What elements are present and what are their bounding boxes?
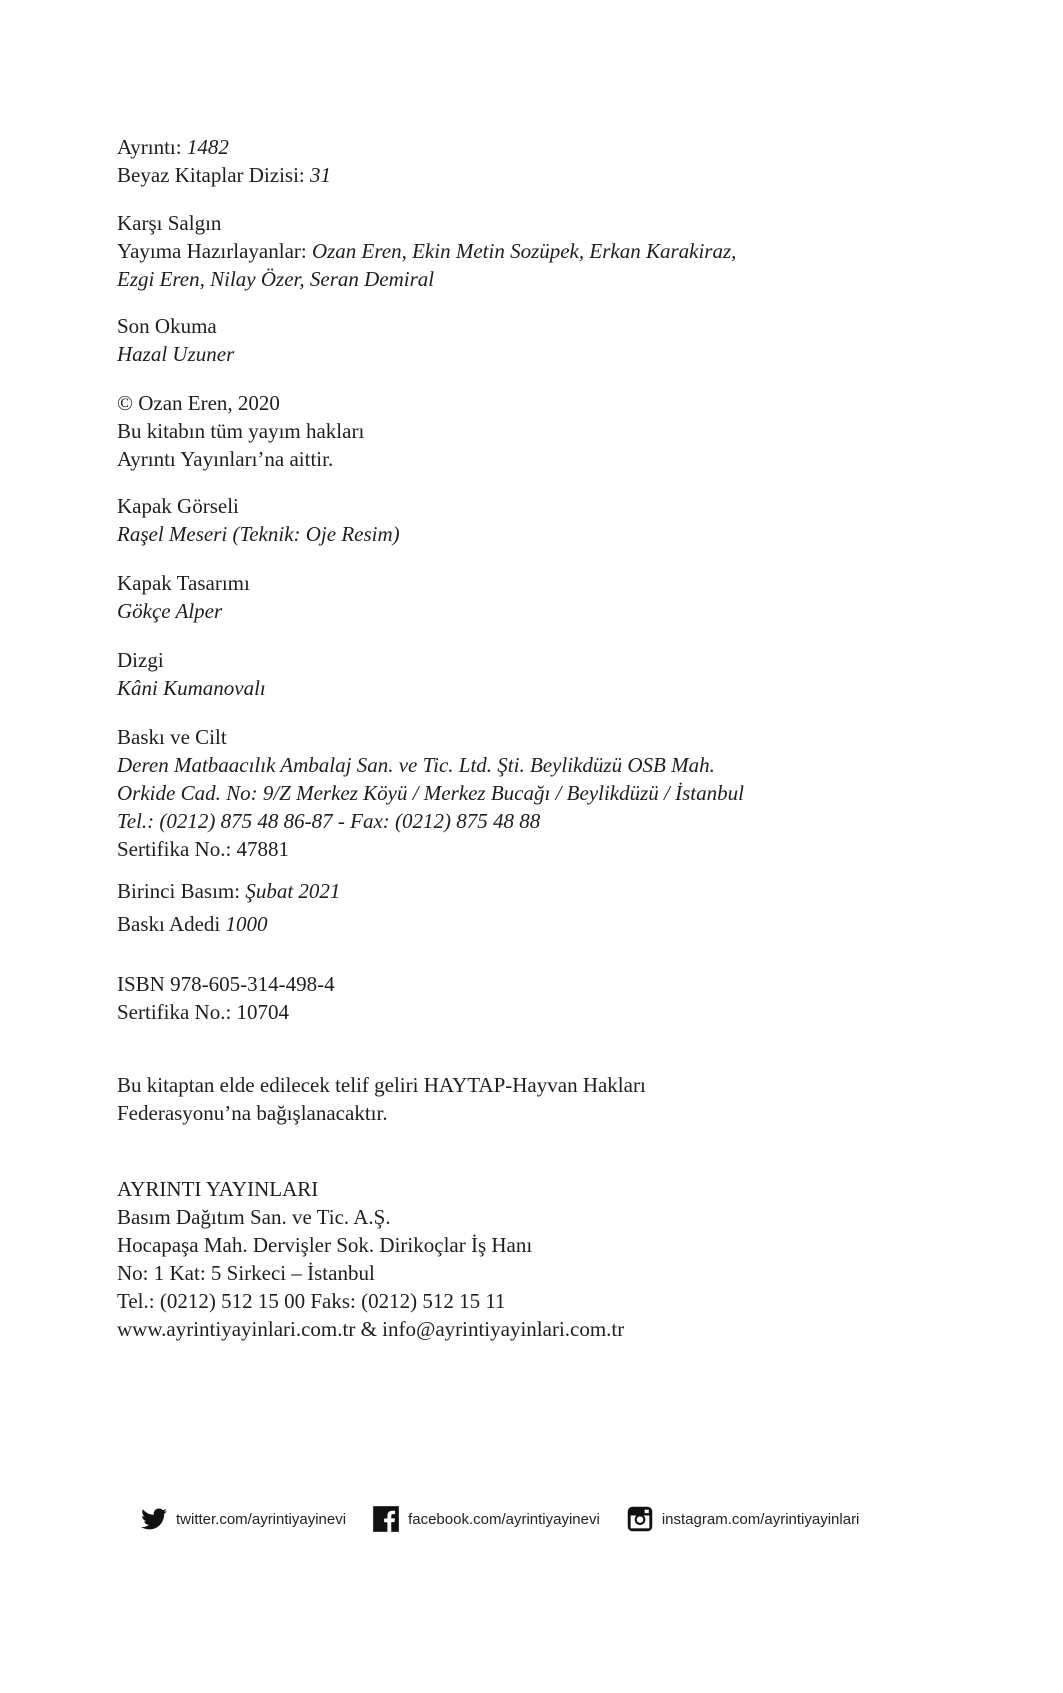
- publisher-certificate: Sertifika No.: 10704: [117, 1000, 290, 1024]
- facebook-handle: facebook.com/ayrintiyayinevi: [408, 1510, 600, 1528]
- print-run-block: [117, 910, 268, 938]
- social-links: [140, 1504, 885, 1534]
- printer-line-3: Tel.: (0212) 875 48 86-87 - Fax: (0212) 875 48 88: [117, 809, 541, 833]
- print-run-line: Baskı Adedi 1000: [117, 912, 268, 936]
- instagram-icon: [626, 1505, 654, 1533]
- cover-image-block: [117, 492, 400, 548]
- cover-design-value: Gökçe Alper: [117, 599, 223, 623]
- editors-line-2: Ezgi Eren, Nilay Özer, Seran Demiral: [117, 267, 435, 291]
- title-block: [117, 209, 736, 293]
- publisher-name: AYRINTI YAYINLARI: [117, 1177, 319, 1201]
- instagram-handle: instagram.com/ayrintiyayinlari: [661, 1510, 860, 1528]
- printing-label: Baskı ve Cilt: [117, 725, 227, 749]
- publisher-number-line: Ayrıntı: 1482: [117, 135, 229, 159]
- book-title: Karşı Salgın: [117, 211, 222, 235]
- rights-line: Bu kitabın tüm yayım hakları: [117, 419, 365, 443]
- copyright-line: © Ozan Eren, 2020: [117, 391, 280, 415]
- publisher-company: Basım Dağıtım San. ve Tic. A.Ş.: [117, 1205, 391, 1229]
- twitter-icon: [140, 1505, 168, 1533]
- isbn-block: [117, 970, 335, 1026]
- rights-owner-line: Ayrıntı Yayınları’na aittir.: [117, 447, 334, 471]
- facebook-link[interactable]: [372, 1505, 600, 1533]
- edition-block: [117, 877, 340, 905]
- facebook-icon: [372, 1505, 400, 1533]
- series-info: [117, 133, 331, 189]
- series-line: Beyaz Kitaplar Dizisi: 31: [117, 163, 332, 187]
- publisher-address-2: No: 1 Kat: 5 Sirkeci – İstanbul: [117, 1261, 375, 1285]
- publisher-phone: Tel.: (0212) 512 15 00 Faks: (0212) 512 15 11: [117, 1289, 506, 1313]
- publisher-address-1: Hocapaşa Mah. Dervişler Sok. Dirikoçlar İş Hanı: [117, 1233, 533, 1257]
- twitter-link[interactable]: [140, 1505, 346, 1533]
- donation-line-1: Bu kitaptan elde edilecek telif geliri HAYTAP-Hayvan Hakları: [117, 1073, 646, 1097]
- cover-image-label: Kapak Görseli: [117, 494, 239, 518]
- isbn-line: ISBN 978-605-314-498-4: [117, 972, 335, 996]
- donation-note: [117, 1071, 646, 1127]
- printing-block: [117, 723, 744, 863]
- copyright-block: [117, 389, 364, 473]
- publisher-web: www.ayrintiyayinlari.com.tr & info@ayrintiyayinlari.com.tr: [117, 1317, 625, 1341]
- cover-image-value: Raşel Meseri (Teknik: Oje Resim): [117, 522, 400, 546]
- instagram-link[interactable]: [626, 1505, 860, 1533]
- proofreading-block: [117, 312, 234, 368]
- printer-line-2: Orkide Cad. No: 9/Z Merkez Köyü / Merkez Bucağı / Beylikdüzü / İstanbul: [117, 781, 744, 805]
- typesetting-value: Kâni Kumanovalı: [117, 676, 266, 700]
- typesetting-block: [117, 646, 266, 702]
- editors-line: Yayıma Hazırlayanlar: Ozan Eren, Ekin Metin Sozüpek, Erkan Karakiraz,: [117, 239, 737, 263]
- printer-certificate: Sertifika No.: 47881: [117, 837, 290, 861]
- publisher-block: [117, 1175, 624, 1343]
- proofreading-name: Hazal Uzuner: [117, 342, 235, 366]
- cover-design-block: [117, 569, 250, 625]
- donation-line-2: Federasyonu’na bağışlanacaktır.: [117, 1101, 388, 1125]
- twitter-handle: twitter.com/ayrintiyayinevi: [176, 1510, 347, 1528]
- first-edition-line: Birinci Basım: Şubat 2021: [117, 879, 341, 903]
- typesetting-label: Dizgi: [117, 648, 164, 672]
- printer-line-1: Deren Matbaacılık Ambalaj San. ve Tic. Ltd. Şti. Beylikdüzü OSB Mah.: [117, 753, 715, 777]
- cover-design-label: Kapak Tasarımı: [117, 571, 250, 595]
- proofreading-label: Son Okuma: [117, 314, 217, 338]
